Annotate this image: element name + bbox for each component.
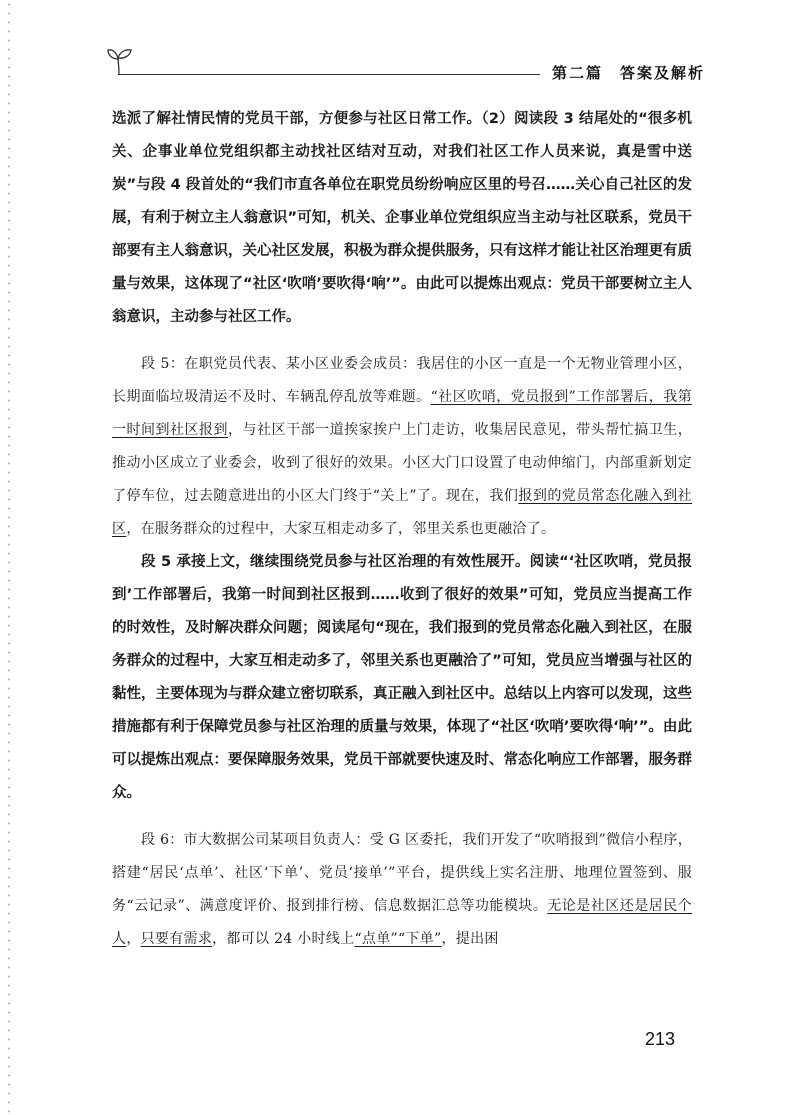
paragraph-gap [112,334,692,348]
header-title: 第二篇 答案及解析 [552,64,706,82]
underlined-text: 只要有需求 [140,931,213,947]
paragraph-gap [112,810,692,824]
page-header [0,0,800,100]
text-run: 段 5：在职党员代表、某小区业委会成员：我居住的小区一直是一个无物业管理小区，长期面临垃圾清运不及时、车辆乱停乱放等难题。 [112,356,692,405]
text-run: 段 6：市大数据公司某项目负责人：受 G 区委托，我们开发了“吹哨报到”微信小程序，搭建“居民‘点单’、社区‘下单’、党员‘接单’”平台，提供线上实名注册、地理位置签到、服务“云记录”、满意度评价、报到排行榜、信息数据汇总等功能模块。 [112,832,692,914]
header-rule [118,74,540,75]
underlined-text: “点单”“下单” [354,931,442,947]
page-number: 213 [645,1029,676,1049]
binding-dots [8,0,10,1115]
text-run: ，与社区干部一道挨家挨户上门走访，收集居民意见，带头帮忙搞卫生，推动小区成立了业委会，收到了很好的效果。小区大门口设置了电动伸缩门，内部重新划定了停车位，过去随意进出的小区大门终于“关上”了。现在，我们 [112,422,692,504]
underlined-text: 无论是社区还是居民个人 [112,898,692,947]
sprout-icon [106,44,142,76]
answer-paragraph-1: 选派了解社情民情的党员干部，方便参与社区日常工作。（2）阅读段 3 结尾处的“很多机关、企事业单位党组织都主动找社区结对互动，对我们社区工作人员来说，真是雪中送炭”与段 4 段首处的“我们市直各单位在职党员纷纷响应区里的号召……关心自己社区的发展，有利于树立主人翁意识”可知，机关、企事业单位党组织应当主动与社区联系，党员干部要有主人翁意识，关心社区发展，积极为群众提供服务，只有这样才能让社区治理更有质量与效果，这体现了“社区‘吹哨’要吹得‘响’”。由此可以提炼出观点：党员干部要树立主人翁意识，主动参与社区工作。 [112,111,692,325]
text-run: ， [126,931,141,947]
text-run: ，在服务群众的过程中，大家互相走动多了，邻里关系也更融洽了。 [126,521,556,537]
answer-paragraph-2: 段 5 承接上文，继续围绕党员参与社区治理的有效性展开。阅读“‘社区吹哨，党员报到’工作部署后，我第一时间到社区报到……收到了很好的效果”可知，党员应当提高工作的时效性，及时解决群众问题；阅读尾句“现在，我们报到的党员常态化融入到社区，在服务群众的过程中，大家互相走动多了，邻里关系也更融洽了”可知，党员应当增强与社区的黏性，主要体现为与群众建立密切联系，真正融入到社区中。总结以上内容可以发现，这些措施都有利于保障党员参与社区治理的质量与效果，体现了“社区‘吹哨’要吹得‘响’”。由此可以提炼出观点：要保障服务效果，党员干部就要快速及时、常态化响应工作部署，服务群众。 [112,554,692,801]
underlined-text: “社区吹哨，党员报到”工作部署后，我第一时间到社区报到 [112,389,692,438]
page-content [112,103,692,956]
source-paragraph-6 [112,824,692,956]
underlined-text: 报到的党员常态化融入到社区 [112,488,692,537]
text-run: ，提出困 [441,931,499,947]
source-paragraph-5 [112,348,692,546]
text-run: ，都可以 24 小时线上 [212,931,355,947]
